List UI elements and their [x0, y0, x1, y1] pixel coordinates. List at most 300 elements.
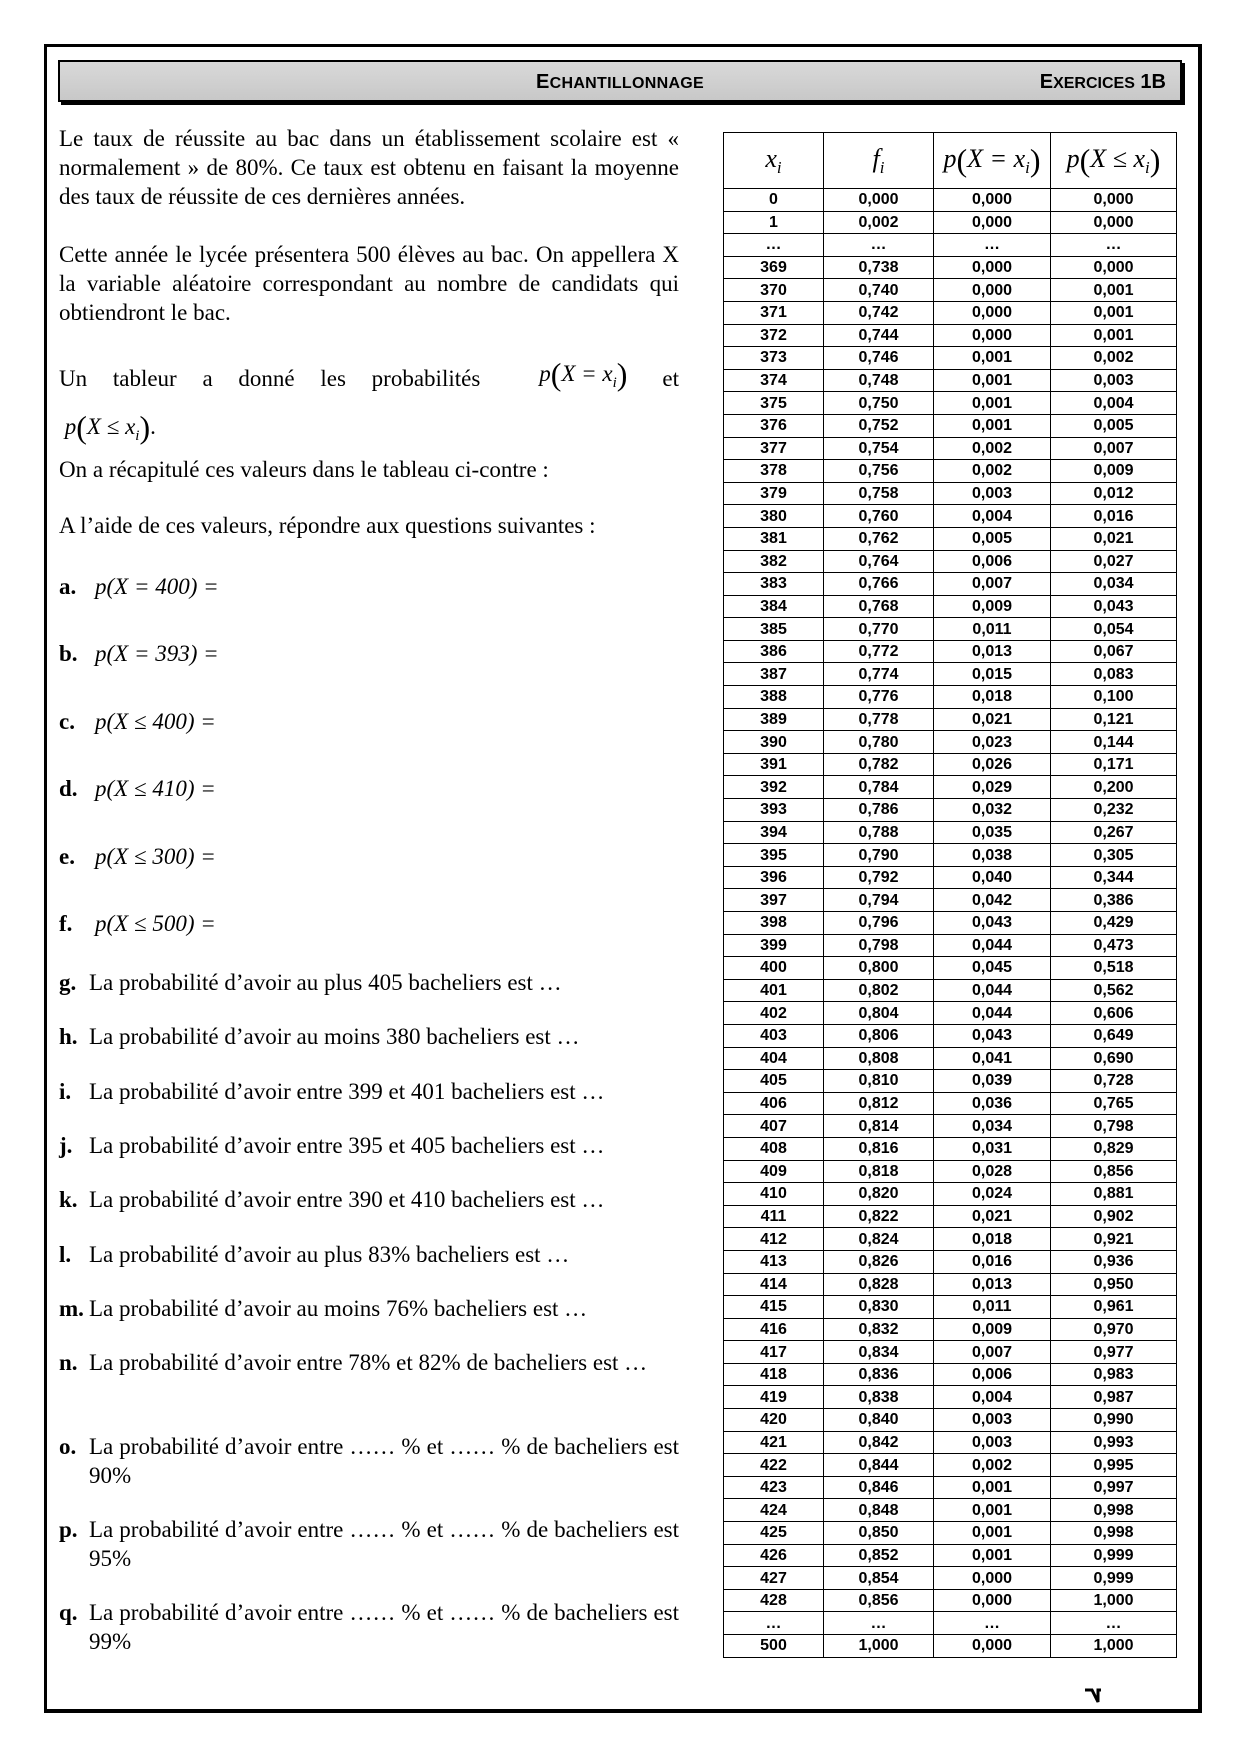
table-row	[724, 369, 1177, 392]
table-cell: …	[724, 234, 824, 257]
table-row	[724, 776, 1177, 799]
formula-question	[59, 574, 679, 600]
table-cell: 0,000	[824, 189, 934, 212]
table-cell: 0,800	[824, 957, 934, 980]
question-label: e.	[59, 844, 75, 869]
table-cell: 0,738	[824, 256, 934, 279]
table-cell: 0,009	[934, 1318, 1051, 1341]
table-cell: 0,000	[934, 211, 1051, 234]
table-row	[724, 1024, 1177, 1047]
table-row	[724, 550, 1177, 573]
table-row	[724, 1250, 1177, 1273]
table-cell: 417	[724, 1341, 824, 1364]
table-cell: 407	[724, 1115, 824, 1138]
probability-table	[723, 132, 1177, 1658]
table-row	[724, 1635, 1177, 1658]
table-cell: 0,000	[934, 1635, 1051, 1658]
table-cell: 0,001	[934, 414, 1051, 437]
table-row	[724, 324, 1177, 347]
formula-p-leq: $p(X \le x_i)$.	[59, 409, 156, 445]
question-text: La probabilité d’avoir au plus 405 bacheliers est …	[89, 970, 562, 995]
question-text: La probabilité d’avoir entre …… % et …… % de bacheliers est 95%	[89, 1517, 679, 1571]
table-cell: 0,999	[1051, 1567, 1177, 1590]
table-cell: 0,881	[1051, 1183, 1177, 1206]
table-cell: …	[934, 234, 1051, 257]
table-cell: 0,852	[824, 1544, 934, 1567]
table-cell: 0,001	[934, 369, 1051, 392]
table-cell: 0,810	[824, 1070, 934, 1093]
table-cell: 0,344	[1051, 866, 1177, 889]
table-cell: 0,004	[934, 1386, 1051, 1409]
table-cell: 0,002	[934, 1454, 1051, 1477]
table-row	[724, 1205, 1177, 1228]
table-cell: 0,043	[934, 912, 1051, 935]
table-cell: 1,000	[824, 1635, 934, 1658]
table-cell: 411	[724, 1205, 824, 1228]
table-cell: 0,035	[934, 821, 1051, 844]
text-question	[59, 1432, 679, 1490]
table-row	[724, 482, 1177, 505]
table-row	[724, 460, 1177, 483]
table-cell: 0,000	[934, 1567, 1051, 1590]
table-cell: 0,016	[934, 1250, 1051, 1273]
table-cell: 0,983	[1051, 1363, 1177, 1386]
table-cell: 386	[724, 640, 824, 663]
table-cell: 0,001	[1051, 324, 1177, 347]
table-cell: 0,007	[934, 1341, 1051, 1364]
table-cell: 0,001	[934, 1522, 1051, 1545]
table-row	[724, 686, 1177, 709]
table-cell: 0,024	[934, 1183, 1051, 1206]
table-row	[724, 844, 1177, 867]
table-cell: 0,001	[934, 1499, 1051, 1522]
table-cell: 0,786	[824, 799, 934, 822]
header-xi: $x_i$	[724, 133, 824, 189]
table-cell: 0,041	[934, 1047, 1051, 1070]
table-cell: 415	[724, 1296, 824, 1319]
table-cell: 409	[724, 1160, 824, 1183]
table-cell: 380	[724, 505, 824, 528]
table-row	[724, 505, 1177, 528]
formula-question	[59, 911, 679, 937]
table-cell: 0,039	[934, 1070, 1051, 1093]
text-question	[59, 1131, 679, 1160]
intro-paragraph-5: A l’aide de ces valeurs, répondre aux questions suivantes :	[59, 513, 596, 538]
table-row	[724, 1409, 1177, 1432]
header-exercise-ref: EXERCICES 1B	[1039, 71, 1166, 93]
table-cell: 0,794	[824, 889, 934, 912]
table-row	[724, 301, 1177, 324]
table-row	[724, 347, 1177, 370]
table-cell: 0,832	[824, 1318, 934, 1341]
table-cell: 0,784	[824, 776, 934, 799]
table-cell: 0,999	[1051, 1544, 1177, 1567]
table-cell: 0,005	[1051, 414, 1177, 437]
table-cell: 0,000	[934, 301, 1051, 324]
table-cell: 410	[724, 1183, 824, 1206]
table-cell: 500	[724, 1635, 824, 1658]
table-cell: 0,818	[824, 1160, 934, 1183]
table-cell: 0,856	[1051, 1160, 1177, 1183]
table-cell: 0,305	[1051, 844, 1177, 867]
question-label: h.	[59, 1024, 78, 1049]
table-cell: 0,171	[1051, 753, 1177, 776]
table-cell: …	[724, 1612, 824, 1635]
question-label: k.	[59, 1187, 78, 1212]
table-cell: 0,796	[824, 912, 934, 935]
table-cell: 0,848	[824, 1499, 934, 1522]
text-question	[59, 1515, 679, 1573]
table-row	[724, 211, 1177, 234]
table-cell: …	[1051, 234, 1177, 257]
formula-question	[59, 776, 679, 802]
table-cell: 0,027	[1051, 550, 1177, 573]
table-cell: 0,006	[934, 550, 1051, 573]
table-cell: 0,000	[1051, 189, 1177, 212]
table-cell: 0,824	[824, 1228, 934, 1251]
table-cell: 375	[724, 392, 824, 415]
table-cell: 0,083	[1051, 663, 1177, 686]
table-cell: 0,001	[934, 392, 1051, 415]
table-cell: 0,001	[1051, 301, 1177, 324]
table-cell: 422	[724, 1454, 824, 1477]
table-cell: 408	[724, 1137, 824, 1160]
table-cell: 405	[724, 1070, 824, 1093]
table-cell: 0,021	[934, 708, 1051, 731]
table-cell: 416	[724, 1318, 824, 1341]
table-cell: 0,018	[934, 686, 1051, 709]
table-cell: 414	[724, 1273, 824, 1296]
table-cell: 0,002	[1051, 347, 1177, 370]
table-cell: 0,742	[824, 301, 934, 324]
table-cell: 0,100	[1051, 686, 1177, 709]
table-row	[724, 1115, 1177, 1138]
table-row	[724, 1273, 1177, 1296]
table-cell: 0,002	[934, 460, 1051, 483]
table-cell: 0,562	[1051, 979, 1177, 1002]
table-cell: 0,762	[824, 527, 934, 550]
question-formula: p(X ≤ 400) =	[95, 709, 216, 734]
table-cell: 0,993	[1051, 1431, 1177, 1454]
table-cell: 0,023	[934, 731, 1051, 754]
table-cell: 0,854	[824, 1567, 934, 1590]
table-cell: 412	[724, 1228, 824, 1251]
table-row	[724, 618, 1177, 641]
table-row	[724, 1070, 1177, 1093]
table-cell: 413	[724, 1250, 824, 1273]
table-cell: 384	[724, 595, 824, 618]
table-cell: 0,007	[934, 573, 1051, 596]
table-cell: 0,812	[824, 1092, 934, 1115]
table-cell: 0,744	[824, 324, 934, 347]
table-cell: 0,788	[824, 821, 934, 844]
table-cell: 0,004	[934, 505, 1051, 528]
probability-table-wrapper	[723, 132, 1176, 1658]
table-cell: 0,649	[1051, 1024, 1177, 1047]
table-cell: 0,995	[1051, 1454, 1177, 1477]
table-cell: 402	[724, 1002, 824, 1025]
header-p-eq: $p(X = x_i)$	[934, 133, 1051, 189]
table-cell: 396	[724, 866, 824, 889]
table-row	[724, 1047, 1177, 1070]
table-row	[724, 1386, 1177, 1409]
question-label: f.	[59, 911, 73, 936]
table-cell: 425	[724, 1522, 824, 1545]
table-cell: 0,011	[934, 1296, 1051, 1319]
table-cell: 0,758	[824, 482, 934, 505]
table-cell: 0,044	[934, 934, 1051, 957]
table-cell: 0,756	[824, 460, 934, 483]
table-cell: 0,798	[824, 934, 934, 957]
table-cell: 0,011	[934, 618, 1051, 641]
table-cell: 0,386	[1051, 889, 1177, 912]
table-cell: 0,804	[824, 1002, 934, 1025]
table-row	[724, 1341, 1177, 1364]
question-text: La probabilité d’avoir au plus 83% bacheliers est …	[89, 1242, 570, 1267]
table-cell: 377	[724, 437, 824, 460]
table-cell: 0,007	[1051, 437, 1177, 460]
table-cell: 0,740	[824, 279, 934, 302]
question-label: m.	[59, 1296, 84, 1321]
table-cell: 0,045	[934, 957, 1051, 980]
table-cell: 0,936	[1051, 1250, 1177, 1273]
text-question	[59, 1077, 679, 1106]
table-cell: 0,043	[1051, 595, 1177, 618]
question-formula: p(X = 393) =	[95, 641, 219, 666]
intro-paragraph-3: Un tableur a donné les probabilités $p(X = x_i)$ et	[59, 359, 679, 398]
table-cell: 390	[724, 731, 824, 754]
table-cell: 0,036	[934, 1092, 1051, 1115]
table-cell: 0,774	[824, 663, 934, 686]
table-cell: 1,000	[1051, 1635, 1177, 1658]
formula-p-eq: $p(X = x_i)$	[539, 356, 628, 392]
table-row	[724, 979, 1177, 1002]
formula-question	[59, 641, 679, 667]
question-label: c.	[59, 709, 75, 734]
table-cell: 0,902	[1051, 1205, 1177, 1228]
table-cell: 0,004	[1051, 392, 1177, 415]
table-cell: 0,013	[934, 640, 1051, 663]
table-cell: 395	[724, 844, 824, 867]
table-cell: 401	[724, 979, 824, 1002]
table-cell: 385	[724, 618, 824, 641]
table-row	[724, 1318, 1177, 1341]
table-row	[724, 279, 1177, 302]
table-cell: 403	[724, 1024, 824, 1047]
table-cell: …	[1051, 1612, 1177, 1635]
text-question	[59, 1022, 679, 1051]
table-cell: 0,765	[1051, 1092, 1177, 1115]
formula-question	[59, 844, 679, 870]
table-cell: 0,750	[824, 392, 934, 415]
table-cell: 424	[724, 1499, 824, 1522]
table-cell: 0,026	[934, 753, 1051, 776]
table-cell: 0,001	[934, 1544, 1051, 1567]
table-cell: 0,003	[934, 1431, 1051, 1454]
table-cell: 381	[724, 527, 824, 550]
table-cell: 420	[724, 1409, 824, 1432]
table-cell: 0,054	[1051, 618, 1177, 641]
table-cell: 0,031	[934, 1137, 1051, 1160]
question-label: i.	[59, 1079, 72, 1104]
table-row	[724, 392, 1177, 415]
table-cell: 0,830	[824, 1296, 934, 1319]
table-cell: 379	[724, 482, 824, 505]
table-cell: 0,016	[1051, 505, 1177, 528]
table-cell: 393	[724, 799, 824, 822]
table-cell: 0,998	[1051, 1499, 1177, 1522]
exercise-text	[59, 124, 679, 540]
table-cell: 0,029	[934, 776, 1051, 799]
corner-fold-mark	[1083, 1686, 1103, 1706]
table-cell: 0,977	[1051, 1341, 1177, 1364]
table-cell: 0,856	[824, 1589, 934, 1612]
question-text: La probabilité d’avoir entre …… % et …… % de bacheliers est 90%	[89, 1434, 679, 1488]
table-cell: 0,816	[824, 1137, 934, 1160]
question-label: l.	[59, 1242, 72, 1267]
table-cell: 1	[724, 211, 824, 234]
table-cell: 0,003	[934, 482, 1051, 505]
table-cell: 0,034	[1051, 573, 1177, 596]
table-row	[724, 1589, 1177, 1612]
formula-question	[59, 709, 679, 735]
table-cell: 0,000	[1051, 211, 1177, 234]
text-question	[59, 1240, 679, 1269]
table-cell: 0,790	[824, 844, 934, 867]
table-cell: 0,921	[1051, 1228, 1177, 1251]
table-cell: 0,764	[824, 550, 934, 573]
table-cell: 0,728	[1051, 1070, 1177, 1093]
table-cell: 0	[724, 189, 824, 212]
table-cell: 0,760	[824, 505, 934, 528]
table-cell: 0,606	[1051, 1002, 1177, 1025]
table-cell: 0,782	[824, 753, 934, 776]
table-cell: 0,044	[934, 979, 1051, 1002]
table-cell: 0,754	[824, 437, 934, 460]
question-formula: p(X ≤ 410) =	[95, 776, 216, 801]
table-cell: 404	[724, 1047, 824, 1070]
table-cell: 0,000	[934, 256, 1051, 279]
table-row	[724, 663, 1177, 686]
table-cell: 0,820	[824, 1183, 934, 1206]
table-cell: 371	[724, 301, 824, 324]
text-question	[59, 968, 679, 997]
table-cell: 0,006	[934, 1363, 1051, 1386]
text-question	[59, 1598, 679, 1656]
question-label: o.	[59, 1434, 77, 1459]
table-cell: 0,834	[824, 1341, 934, 1364]
text-question	[59, 1294, 679, 1323]
table-cell: 378	[724, 460, 824, 483]
table-row	[724, 866, 1177, 889]
question-label: n.	[59, 1350, 78, 1375]
table-cell: 0,000	[1051, 256, 1177, 279]
table-cell: 0,200	[1051, 776, 1177, 799]
table-row	[724, 573, 1177, 596]
question-label: p.	[59, 1517, 78, 1542]
table-cell: …	[824, 234, 934, 257]
table-cell: 423	[724, 1476, 824, 1499]
table-cell: 0,038	[934, 844, 1051, 867]
table-cell: 399	[724, 934, 824, 957]
table-cell: 382	[724, 550, 824, 573]
table-cell: 0,028	[934, 1160, 1051, 1183]
table-cell: 0,961	[1051, 1296, 1177, 1319]
table-cell: 383	[724, 573, 824, 596]
question-formula: p(X ≤ 300) =	[95, 844, 216, 869]
table-cell: 0,005	[934, 527, 1051, 550]
table-cell: 398	[724, 912, 824, 935]
question-label: q.	[59, 1600, 78, 1625]
table-row	[724, 731, 1177, 754]
table-cell: 0,748	[824, 369, 934, 392]
table-cell: 0,000	[934, 279, 1051, 302]
table-cell: 0,746	[824, 347, 934, 370]
table-cell: 0,001	[934, 347, 1051, 370]
table-cell: 0,842	[824, 1431, 934, 1454]
question-label: j.	[59, 1133, 73, 1158]
intro-paragraph-4: On a récapitulé ces valeurs dans le tableau ci-contre :	[59, 457, 549, 482]
table-cell: …	[934, 1612, 1051, 1635]
table-cell: 0,987	[1051, 1386, 1177, 1409]
table-row	[724, 934, 1177, 957]
table-row	[724, 527, 1177, 550]
table-cell: 426	[724, 1544, 824, 1567]
table-cell: 0,970	[1051, 1318, 1177, 1341]
table-cell: 0,144	[1051, 731, 1177, 754]
table-cell: 391	[724, 753, 824, 776]
table-row	[724, 957, 1177, 980]
table-cell: 0,002	[934, 437, 1051, 460]
question-text: La probabilité d’avoir entre 78% et 82% de bacheliers est …	[89, 1350, 648, 1375]
table-row	[724, 1431, 1177, 1454]
table-cell: 0,518	[1051, 957, 1177, 980]
table-cell: 0,000	[934, 1589, 1051, 1612]
table-row	[724, 414, 1177, 437]
table-cell: 0,690	[1051, 1047, 1177, 1070]
table-row	[724, 912, 1177, 935]
table-cell: 0,826	[824, 1250, 934, 1273]
table-cell: 0,998	[1051, 1522, 1177, 1545]
table-cell: 0,772	[824, 640, 934, 663]
table-row	[724, 1544, 1177, 1567]
question-label: b.	[59, 641, 78, 666]
table-cell: 0,000	[934, 189, 1051, 212]
question-text: La probabilité d’avoir entre 399 et 401 bacheliers est …	[89, 1079, 605, 1104]
table-row	[724, 1612, 1177, 1635]
table-row	[724, 1522, 1177, 1545]
table-cell: 0,844	[824, 1454, 934, 1477]
table-row	[724, 189, 1177, 212]
table-cell: 374	[724, 369, 824, 392]
table-cell: 1,000	[1051, 1589, 1177, 1612]
table-row	[724, 1454, 1177, 1477]
header-fi: $f_i$	[824, 133, 934, 189]
table-row	[724, 595, 1177, 618]
table-cell: 394	[724, 821, 824, 844]
table-cell: 0,997	[1051, 1476, 1177, 1499]
table-cell: 388	[724, 686, 824, 709]
text-question	[59, 1185, 679, 1214]
table-cell: 0,009	[1051, 460, 1177, 483]
table-cell: 0,766	[824, 573, 934, 596]
table-cell: 0,021	[1051, 527, 1177, 550]
table-cell: 0,798	[1051, 1115, 1177, 1138]
table-row	[724, 708, 1177, 731]
table-cell: 427	[724, 1567, 824, 1590]
table-row	[724, 234, 1177, 257]
table-cell: 428	[724, 1589, 824, 1612]
